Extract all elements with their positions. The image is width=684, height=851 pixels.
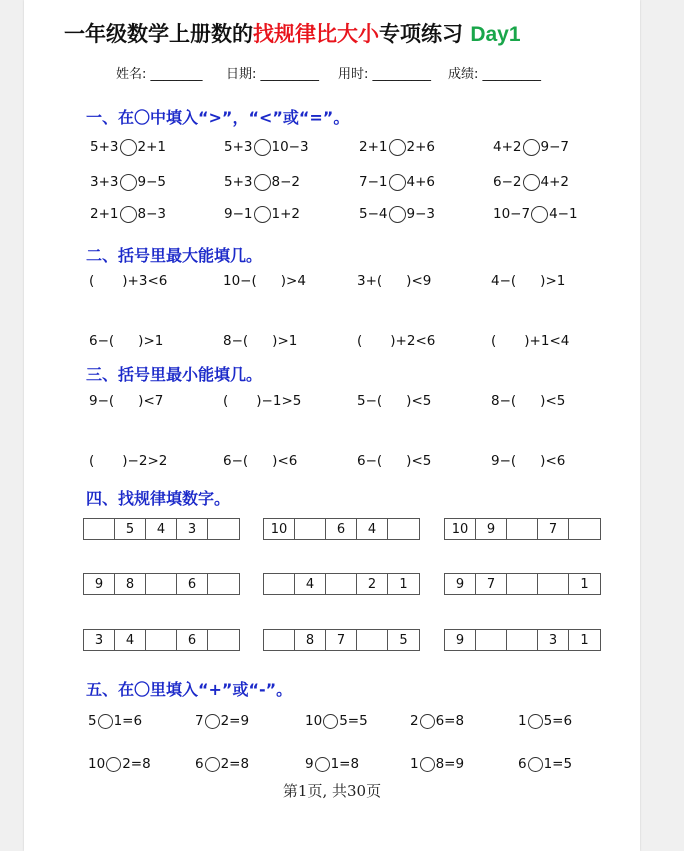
compare-left: 2+1 [359, 139, 388, 155]
max-fill-left: ( [491, 333, 497, 349]
sequence-cell: 4 [295, 574, 326, 594]
min-fill-right: )<5 [540, 393, 566, 409]
max-fill-item [89, 273, 167, 289]
compare-item [90, 203, 166, 225]
sequence-cell: 1 [580, 632, 589, 648]
min-fill-left: 6−( [357, 453, 383, 469]
max-fill-item [491, 333, 569, 349]
answer-circle[interactable] [389, 206, 406, 223]
pm-left: 1 [518, 713, 527, 729]
max-fill-right: )>1 [540, 273, 566, 289]
answer-circle[interactable] [528, 757, 543, 772]
answer-circle[interactable] [315, 757, 330, 772]
answer-circle[interactable] [120, 206, 137, 223]
min-fill-left: ( [89, 453, 95, 469]
worksheet-page [24, 0, 640, 851]
sequence-row [444, 629, 601, 651]
min-fill-right: )<5 [406, 393, 432, 409]
sequence-row [444, 573, 601, 595]
sequence-blank-cell[interactable] [295, 519, 326, 539]
sequence-blank-cell[interactable] [208, 519, 239, 539]
compare-item [224, 171, 300, 193]
sequence-cell: 10 [264, 519, 295, 539]
plus-minus-item [305, 753, 359, 775]
min-fill-right: )<6 [272, 453, 298, 469]
sequence-blank-cell[interactable] [264, 630, 295, 650]
date-field: 日期: _________ [226, 67, 320, 82]
answer-circle[interactable] [528, 714, 543, 729]
sequence-blank-cell[interactable] [208, 630, 239, 650]
max-fill-left: ( [357, 333, 363, 349]
sequence-cell: 9 [84, 574, 115, 594]
min-fill-left: 9−( [491, 453, 517, 469]
sequence-cell: 6 [177, 630, 208, 650]
sequence-cell: 4 [146, 519, 177, 539]
answer-circle[interactable] [323, 714, 338, 729]
sequence-cell: 1 [580, 576, 589, 592]
sequence-blank-cell[interactable] [208, 574, 239, 594]
sequence-cell: 8 [295, 630, 326, 650]
answer-circle[interactable] [120, 139, 137, 156]
sequence-cell: 10 [445, 519, 476, 539]
max-fill-left: ( [89, 273, 95, 289]
answer-circle[interactable] [389, 139, 406, 156]
min-fill-right: )<6 [540, 453, 566, 469]
max-fill-right: )>4 [280, 273, 306, 289]
max-fill-right: )+3<6 [122, 273, 168, 289]
min-fill-left: 6−( [223, 453, 249, 469]
plus-minus-item [88, 710, 142, 732]
sequence-blank-cell[interactable] [507, 574, 538, 594]
sequence-cell: 1 [399, 576, 408, 592]
max-fill-left: 10−( [223, 273, 257, 289]
pm-right: 5=6 [543, 713, 573, 729]
sequence-blank-cell[interactable] [357, 630, 388, 650]
sequence-cell: 6 [326, 519, 357, 539]
pm-left: 9 [305, 756, 314, 772]
compare-item [224, 136, 309, 158]
answer-circle[interactable] [254, 206, 271, 223]
plus-minus-item [410, 710, 464, 732]
compare-left: 5+3 [224, 174, 253, 190]
answer-circle[interactable] [120, 174, 137, 191]
pm-right: 2=9 [220, 713, 250, 729]
pm-left: 5 [88, 713, 97, 729]
compare-item [359, 136, 435, 158]
plus-minus-item [518, 710, 572, 732]
compare-right: 9−7 [540, 139, 569, 155]
pm-right: 1=8 [330, 756, 360, 772]
sequence-cell: 7 [476, 574, 507, 594]
min-fill-right: )−2>2 [122, 453, 168, 469]
plus-minus-item [195, 710, 249, 732]
sequence-blank-cell[interactable] [569, 519, 600, 539]
min-fill-item [223, 393, 301, 409]
compare-left: 5+3 [224, 139, 253, 155]
sequence-blank-cell[interactable] [388, 519, 419, 539]
sequence-blank-cell[interactable] [326, 574, 357, 594]
answer-circle[interactable] [389, 174, 406, 191]
sequence-row [444, 518, 601, 540]
max-fill-item [357, 333, 435, 349]
pm-left: 10 [88, 756, 106, 772]
compare-left: 4+2 [493, 139, 522, 155]
answer-circle[interactable] [420, 714, 435, 729]
page-title: 一年级数学上册数的找规律比大小专项练习 Day1 [64, 22, 521, 46]
compare-right: 4+6 [406, 174, 435, 190]
answer-circle[interactable] [420, 757, 435, 772]
sequence-cell: 6 [177, 574, 208, 594]
pm-right: 1=6 [113, 713, 143, 729]
min-fill-item [223, 453, 297, 469]
sequence-cell: 3 [538, 630, 569, 650]
page-footer: 第1页, 共30页 [282, 782, 382, 800]
compare-item [493, 171, 569, 193]
sequence-cell: 3 [84, 630, 115, 650]
compare-item [359, 171, 435, 193]
max-fill-left: 3+( [357, 273, 383, 289]
max-fill-right: )>1 [272, 333, 298, 349]
compare-right: 9−3 [406, 206, 435, 222]
max-fill-right: )>1 [138, 333, 164, 349]
score-field: 成绩: _________ [448, 67, 542, 82]
sequence-blank-cell[interactable] [507, 519, 538, 539]
section-5-heading: 五、在〇里填入“+”或“-”。 [86, 680, 293, 699]
section-3-heading: 三、括号里最小能填几。 [86, 365, 263, 384]
sequence-row [263, 573, 420, 595]
max-fill-item [223, 273, 306, 289]
sequence-row [83, 518, 240, 540]
sequence-cell: 3 [177, 519, 208, 539]
min-fill-left: 8−( [491, 393, 517, 409]
sequence-cell: 2 [357, 574, 388, 594]
compare-right: 4−1 [549, 206, 578, 222]
min-fill-item [89, 453, 167, 469]
max-fill-left: 8−( [223, 333, 249, 349]
max-fill-right: )+2<6 [390, 333, 436, 349]
plus-minus-item [195, 753, 249, 775]
compare-left: 2+1 [90, 206, 119, 222]
sequence-cell: 9 [445, 574, 476, 594]
answer-circle[interactable] [106, 757, 121, 772]
sequence-cell: 4 [115, 630, 146, 650]
plus-minus-item [518, 753, 572, 775]
min-fill-left: 9−( [89, 393, 115, 409]
pm-right: 5=5 [339, 713, 368, 729]
max-fill-item [89, 333, 163, 349]
sequence-blank-cell[interactable] [264, 574, 295, 594]
sequence-cell: 7 [326, 630, 357, 650]
compare-right: 2+1 [137, 139, 166, 155]
plus-minus-item [410, 753, 464, 775]
sequence-cell: 5 [399, 632, 408, 648]
compare-item [493, 136, 569, 158]
sequence-blank-cell[interactable] [538, 574, 569, 594]
compare-left: 6−2 [493, 174, 522, 190]
max-fill-left: 4−( [491, 273, 517, 289]
compare-right: 4+2 [540, 174, 569, 190]
sequence-cell: 9 [445, 630, 476, 650]
compare-right: 8−3 [137, 206, 166, 222]
answer-circle[interactable] [254, 174, 271, 191]
answer-circle[interactable] [98, 714, 113, 729]
compare-left: 9−1 [224, 206, 253, 222]
compare-item [90, 136, 166, 158]
time-field: 用时: _________ [338, 67, 432, 82]
compare-right: 10−3 [271, 139, 309, 155]
min-fill-right: )<7 [138, 393, 164, 409]
answer-circle[interactable] [531, 206, 548, 223]
compare-left: 3+3 [90, 174, 119, 190]
sequence-cell: 9 [476, 519, 507, 539]
answer-circle[interactable] [523, 174, 540, 191]
compare-item [224, 203, 300, 225]
section-4-heading: 四、找规律填数字。 [86, 489, 231, 508]
section-1-heading: 一、在〇中填入“>”，“<”或“=”。 [86, 108, 350, 127]
pm-left: 10 [305, 713, 323, 729]
compare-left: 7−1 [359, 174, 388, 190]
sequence-row [263, 518, 420, 540]
section-2-heading: 二、括号里最大能填几。 [86, 246, 263, 265]
compare-item [493, 203, 578, 225]
sequence-row [83, 629, 240, 651]
sequence-cell: 4 [357, 519, 388, 539]
answer-circle[interactable] [205, 714, 220, 729]
max-fill-item [357, 273, 431, 289]
sequence-cell: 7 [538, 519, 569, 539]
sequence-row [263, 629, 420, 651]
pm-left: 1 [410, 756, 419, 772]
sequence-blank-cell[interactable] [146, 630, 177, 650]
max-fill-item [491, 273, 565, 289]
compare-left: 5−4 [359, 206, 388, 222]
max-fill-left: 6−( [89, 333, 115, 349]
pm-right: 2=8 [122, 756, 151, 772]
pm-left: 7 [195, 713, 204, 729]
answer-circle[interactable] [254, 139, 271, 156]
answer-circle[interactable] [205, 757, 220, 772]
min-fill-item [491, 393, 565, 409]
min-fill-item [357, 453, 431, 469]
sequence-cell: 5 [115, 519, 146, 539]
compare-item [90, 171, 166, 193]
pm-left: 6 [518, 756, 527, 772]
max-fill-item [223, 333, 297, 349]
max-fill-right: )<9 [406, 273, 432, 289]
pm-left: 2 [410, 713, 419, 729]
pm-left: 6 [195, 756, 204, 772]
name-field: 姓名: ________ [116, 67, 203, 82]
compare-left: 10−7 [493, 206, 531, 222]
min-fill-item [357, 393, 431, 409]
plus-minus-item [305, 710, 368, 732]
min-fill-item [491, 453, 565, 469]
min-fill-left: 5−( [357, 393, 383, 409]
plus-minus-item [88, 753, 151, 775]
answer-circle[interactable] [523, 139, 540, 156]
sequence-blank-cell[interactable] [146, 574, 177, 594]
sequence-row [83, 573, 240, 595]
compare-item [359, 203, 435, 225]
compare-right: 1+2 [271, 206, 300, 222]
min-fill-right: )<5 [406, 453, 432, 469]
sequence-blank-cell[interactable] [507, 630, 538, 650]
min-fill-item [89, 393, 163, 409]
sequence-blank-cell[interactable] [84, 519, 115, 539]
compare-right: 9−5 [137, 174, 166, 190]
compare-right: 2+6 [406, 139, 435, 155]
max-fill-right: )+1<4 [524, 333, 570, 349]
sequence-cell: 8 [115, 574, 146, 594]
compare-left: 5+3 [90, 139, 119, 155]
min-fill-right: )−1>5 [256, 393, 302, 409]
compare-right: 8−2 [271, 174, 300, 190]
pm-right: 8=9 [435, 756, 465, 772]
pm-right: 2=8 [220, 756, 250, 772]
pm-right: 6=8 [435, 713, 465, 729]
sequence-blank-cell[interactable] [476, 630, 507, 650]
min-fill-left: ( [223, 393, 229, 409]
pm-right: 1=5 [543, 756, 573, 772]
